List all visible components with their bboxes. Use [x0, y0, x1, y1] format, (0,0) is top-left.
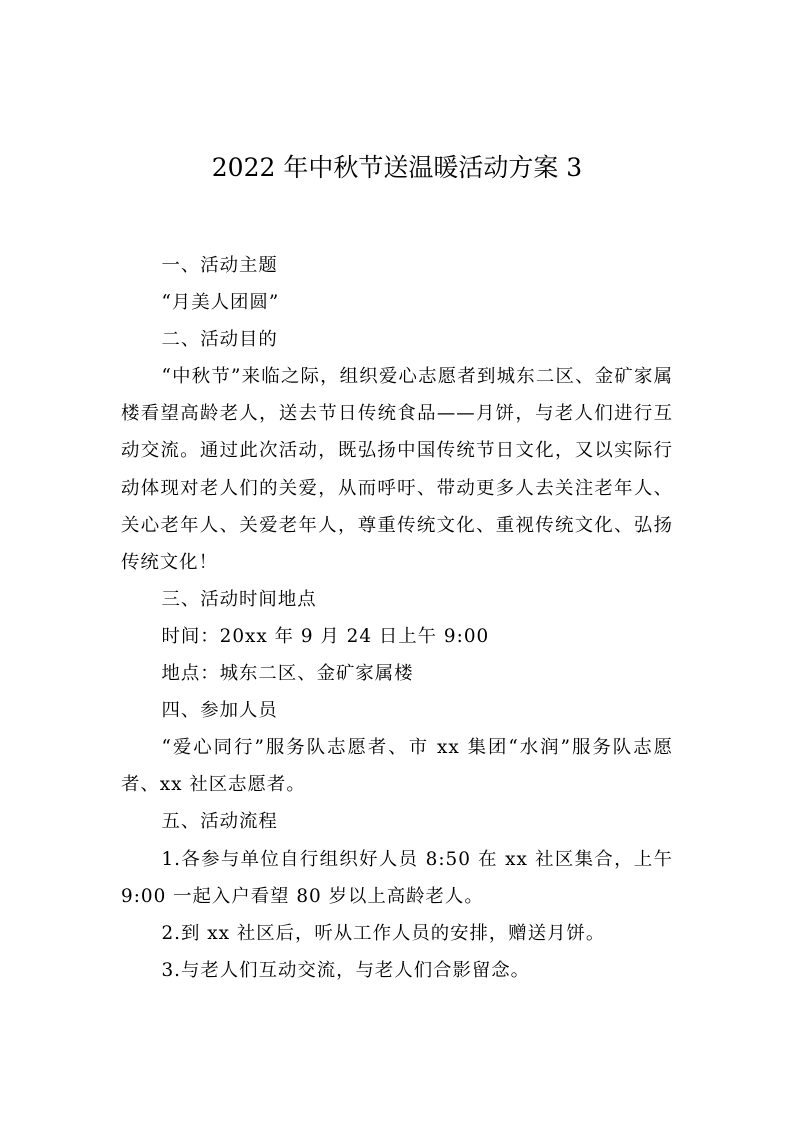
document-title: 2022 年中秋节送温暖活动方案 3: [211, 153, 583, 182]
activity-time-text: 时间：20xx 年 9 月 24 日上午 9:00: [161, 625, 490, 647]
process-step-3: 3.与老人们互动交流，与老人们合影留念。: [161, 959, 531, 981]
heading-time-place: 三、活动时间地点: [161, 588, 317, 610]
activity-theme-text: “月美人团圆”: [161, 292, 280, 314]
heading-process: 五、活动流程: [161, 811, 278, 833]
process-step-1: 1.各参与单位自行组织好人员 8:50 在 xx 社区集合，上午 9:00 一起入户看望 80 岁以上高龄老人。: [121, 848, 673, 907]
process-step-2: 2.到 xx 社区后，听从工作人员的安排，赠送月饼。: [161, 922, 606, 944]
activity-purpose-text: “中秋节”来临之际，组织爱心志愿者到城东二区、金矿家属楼看望高龄老人，送去节日传统食品——月饼，与老人们进行互动交流。通过此次活动，既弘扬中国传统节日文化，又以实际行动体现对老人们的关爱，从而呼吁、带动更多人去关注老年人、关心老年人、关爱老年人，尊重传统文化、重视传统文化、弘扬传统文化！: [121, 366, 673, 573]
activity-place-text: 地点：城东二区、金矿家属楼: [161, 663, 414, 685]
heading-activity-purpose: 二、活动目的: [161, 329, 278, 351]
heading-participants: 四、参加人员: [161, 700, 278, 722]
heading-activity-theme: 一、活动主题: [161, 255, 278, 276]
participants-text: “爱心同行”服务队志愿者、市 xx 集团“水润”服务队志愿者、xx 社区志愿者。: [121, 737, 673, 796]
document-body: [121, 247, 673, 989]
